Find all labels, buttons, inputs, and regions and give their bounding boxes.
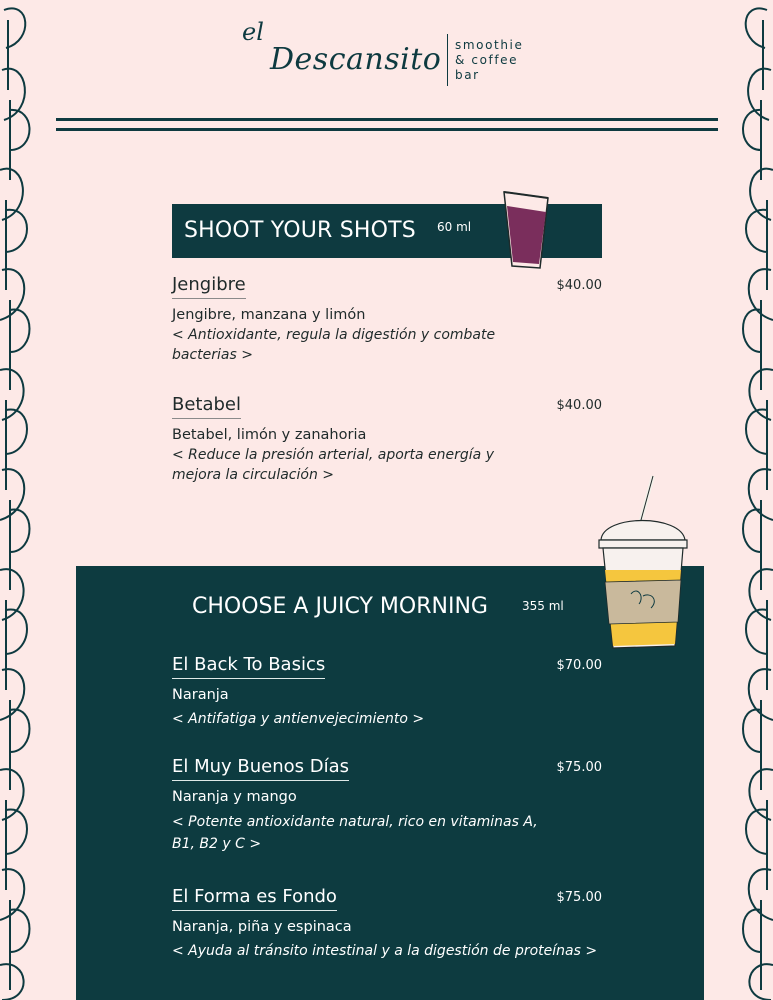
juicy-section-volume: 355 ml: [522, 599, 564, 613]
juicy-section-title: CHOOSE A JUICY MORNING: [192, 594, 488, 619]
item-benefit: < Antifatiga y antienvejecimiento >: [172, 711, 425, 727]
item-name: Betabel: [172, 394, 241, 419]
item-price: $75.00: [556, 760, 602, 775]
juice-cup-icon: [593, 474, 693, 656]
item-benefit: < Potente antioxidante natural, rico en vitaminas A, B1, B2 y C >: [172, 814, 538, 852]
item-ingredients: Naranja: [172, 687, 229, 703]
item-name: El Back To Basics: [172, 654, 325, 679]
menu-item: [172, 274, 602, 365]
brand-logo: [242, 12, 542, 92]
item-ingredients: Naranja, piña y espinaca: [172, 919, 352, 935]
logo-name-text: Descansito: [270, 42, 442, 77]
header-rule-bottom: [56, 128, 718, 131]
logo-el-text: el: [242, 18, 264, 46]
logo-tagline: [455, 38, 523, 83]
item-price: $40.00: [556, 278, 602, 293]
item-benefit: < Antioxidante, regula la digestión y combate bacterias >: [172, 327, 496, 363]
item-ingredients: Naranja y mango: [172, 789, 297, 805]
item-name: Jengibre: [172, 274, 246, 299]
header-rule-top: [56, 118, 718, 121]
item-price: $70.00: [556, 658, 602, 673]
shots-section-volume: 60 ml: [437, 220, 472, 234]
item-ingredients: Jengibre, manzana y limón: [172, 307, 366, 323]
tagline-line-3: bar: [455, 68, 480, 82]
right-border-pattern: [737, 0, 773, 1000]
menu-item: [172, 394, 602, 485]
tagline-line-2: & coffee: [455, 53, 519, 67]
item-benefit: < Reduce la presión arterial, aporta energía y mejora la circulación >: [172, 447, 494, 483]
item-price: $75.00: [556, 890, 602, 905]
item-name: El Forma es Fondo: [172, 886, 337, 911]
left-border-pattern: [0, 0, 36, 1000]
menu-item: [172, 886, 602, 961]
shot-glass-icon: [496, 184, 556, 274]
item-ingredients: Betabel, limón y zanahoria: [172, 427, 367, 443]
menu-item: [172, 756, 602, 855]
shots-section-title: SHOOT YOUR SHOTS: [184, 218, 416, 243]
menu-item: [172, 654, 602, 729]
item-benefit: < Ayuda al tránsito intestinal y a la digestión de proteínas >: [172, 943, 598, 959]
item-price: $40.00: [556, 398, 602, 413]
item-name: El Muy Buenos Días: [172, 756, 349, 781]
tagline-line-1: smoothie: [455, 38, 524, 52]
logo-divider: [447, 34, 448, 86]
